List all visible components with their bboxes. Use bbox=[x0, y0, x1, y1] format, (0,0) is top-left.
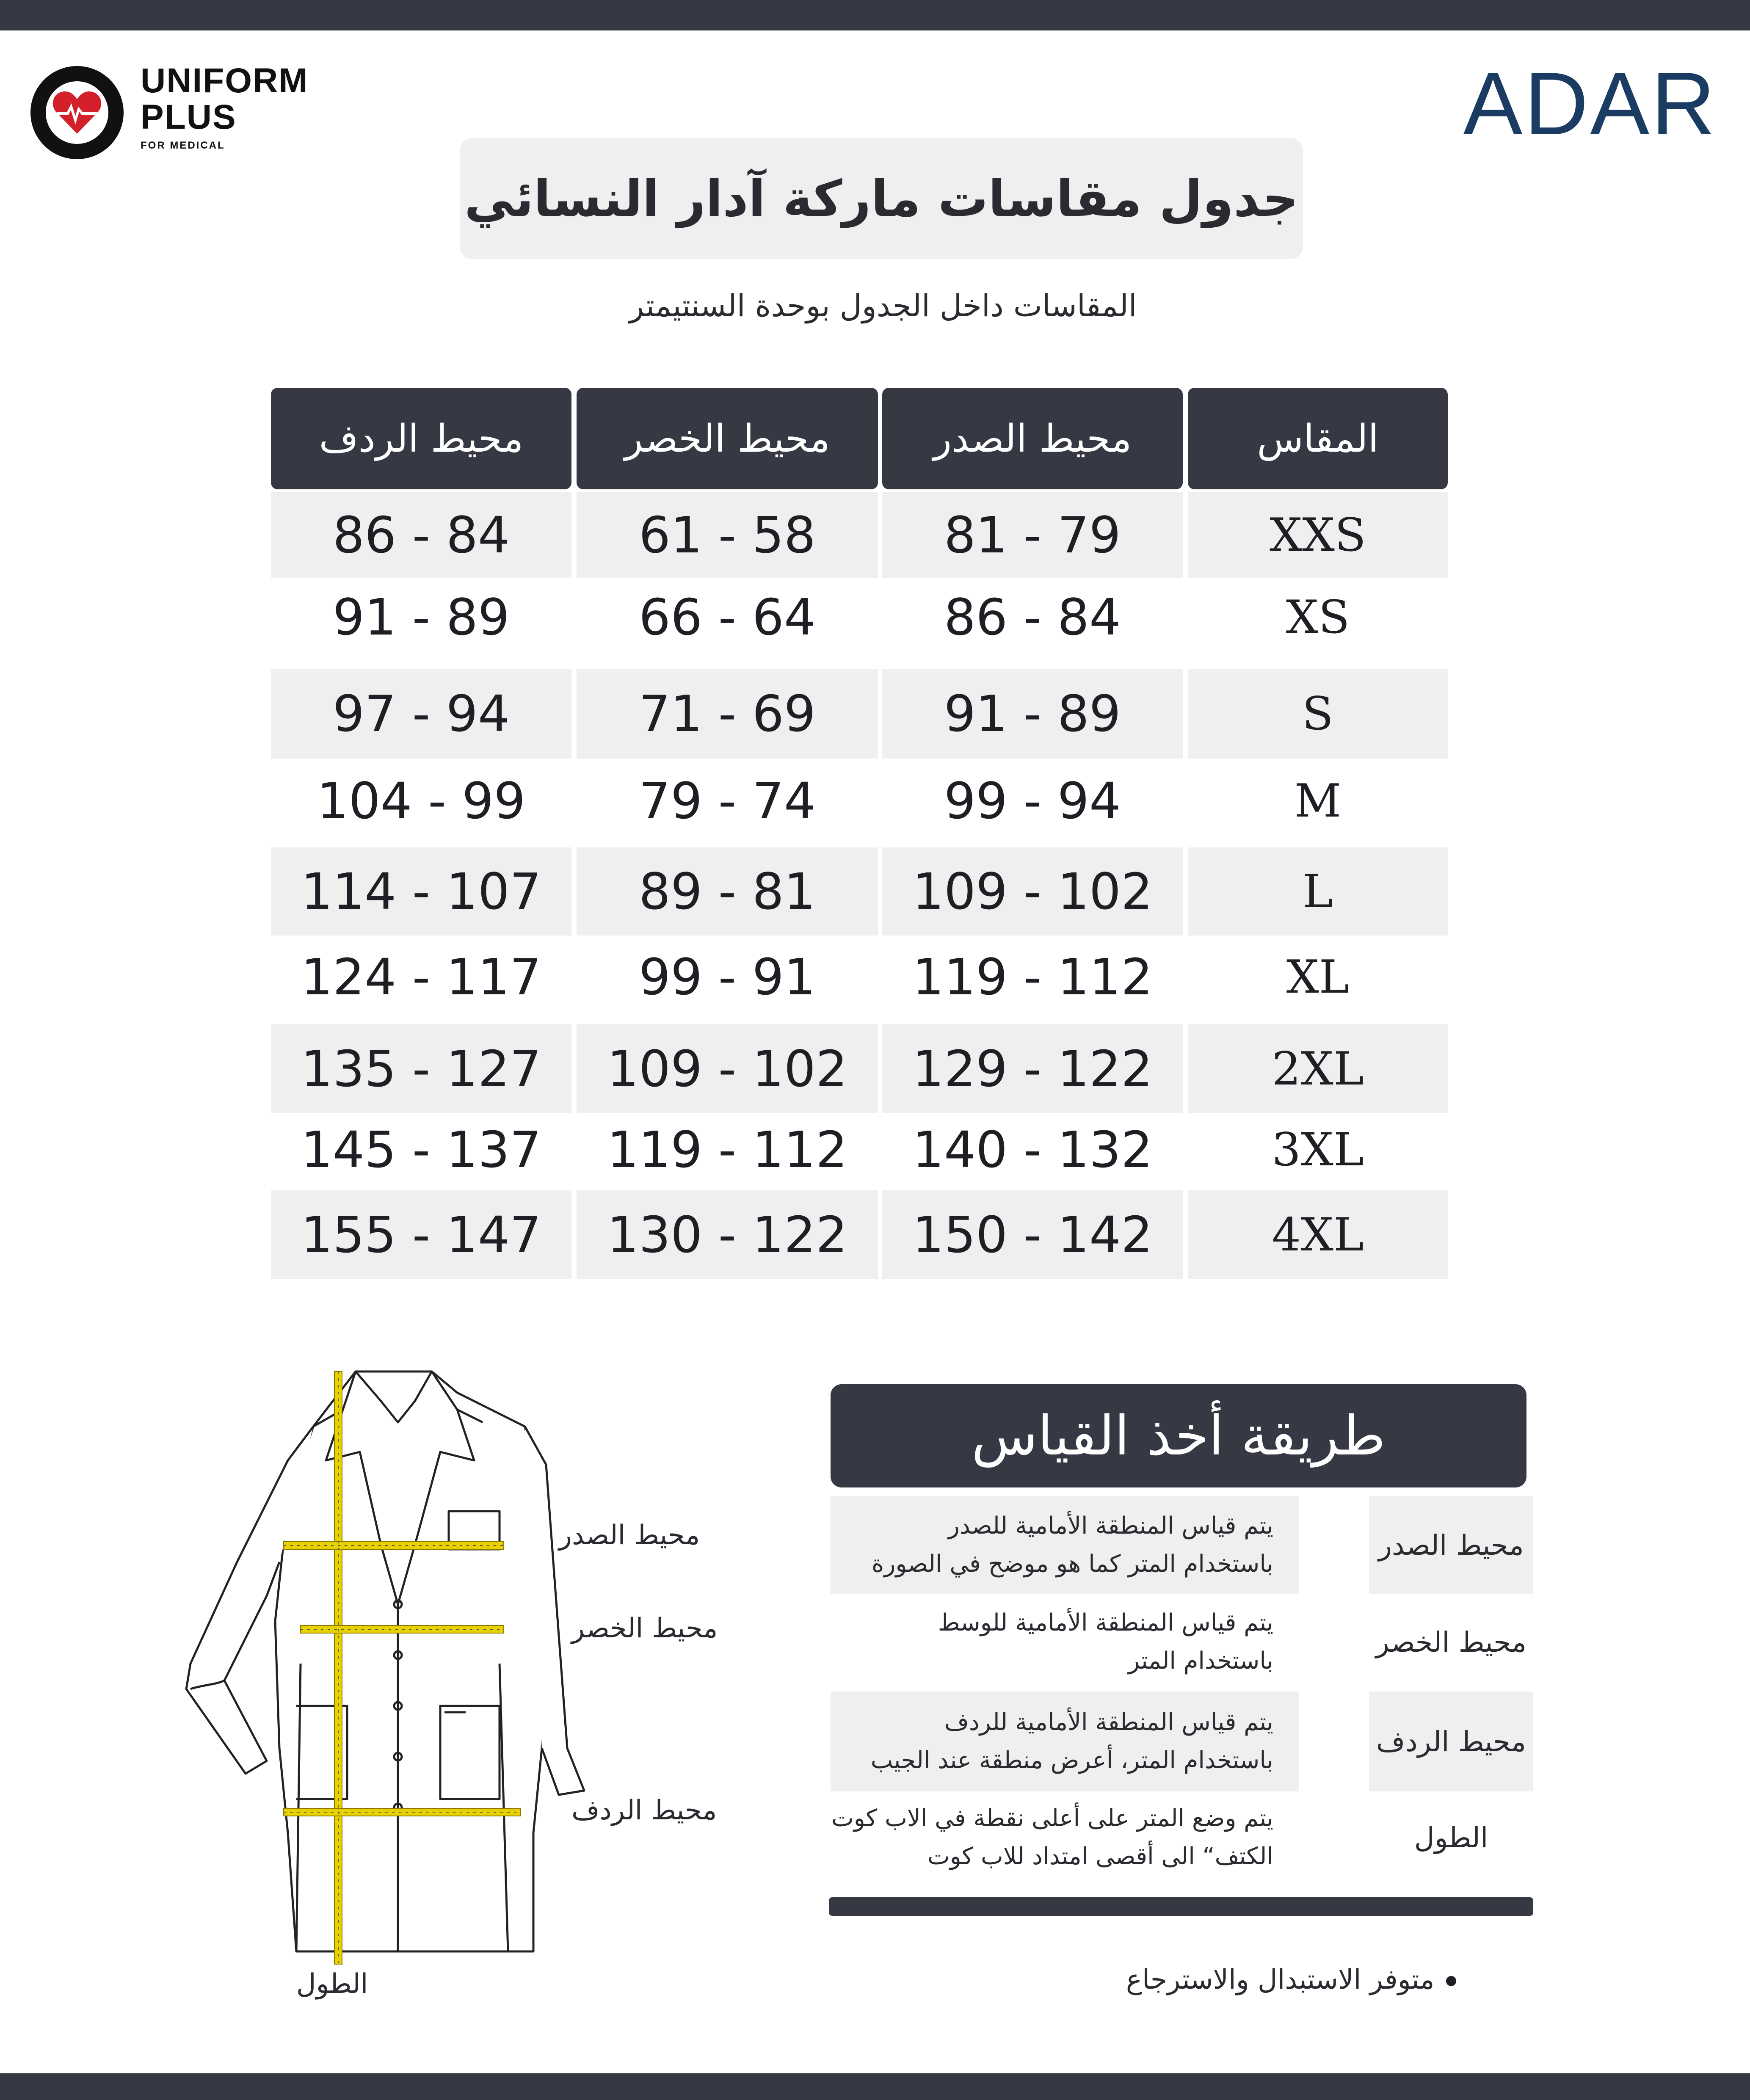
uniform-plus-logo bbox=[30, 63, 340, 164]
diagram-hip-label: محيط الردف bbox=[571, 1795, 717, 1826]
top-bar bbox=[0, 0, 1750, 30]
size-table-cell-waist: 64 - 66 bbox=[639, 588, 816, 646]
return-note bbox=[1126, 1964, 1456, 1995]
size-table-cell-size: XS bbox=[1286, 591, 1350, 644]
measure-description bbox=[831, 1597, 1299, 1687]
measure-row bbox=[831, 1692, 1533, 1791]
size-table-cell-size: XXS bbox=[1188, 492, 1448, 578]
measure-row bbox=[831, 1496, 1533, 1594]
coat-diagram bbox=[161, 1325, 770, 2000]
size-table-cell-size: 3XL bbox=[1272, 1123, 1364, 1176]
header-waist: محيط الخصر bbox=[577, 388, 878, 489]
measure-row bbox=[831, 1597, 1533, 1687]
measure-label: الطول bbox=[1414, 1821, 1488, 1854]
size-table-cell-chest: 122 - 129 bbox=[882, 1024, 1183, 1113]
diagram-waist-label: محيط الخصر bbox=[571, 1613, 718, 1644]
measure-row bbox=[831, 1791, 1533, 1884]
size-table-cell-chest: 132 - 140 bbox=[912, 1120, 1153, 1179]
size-table-cell-chest: 94 - 99 bbox=[944, 772, 1121, 830]
diagram-chest-label: محيط الصدر bbox=[559, 1520, 700, 1551]
size-table-cell-size: XL bbox=[1286, 950, 1350, 1004]
logo-line-3: FOR MEDICAL bbox=[141, 140, 225, 151]
size-table-cell-chest: 112 - 119 bbox=[912, 948, 1153, 1006]
size-table-cell-waist: 74 - 79 bbox=[639, 772, 816, 830]
bottom-bar bbox=[0, 2073, 1750, 2100]
size-table-cell-chest: 142 - 150 bbox=[882, 1190, 1183, 1279]
measure-description-line-1: يتم وضع المتر على أعلى نقطة في الاب كوت bbox=[831, 1805, 1273, 1832]
measure-description-line-1: يتم قياس المنطقة الأمامية للوسط bbox=[938, 1609, 1273, 1636]
size-table-cell-size: L bbox=[1188, 847, 1448, 935]
measure-label: محيط الخصر bbox=[1375, 1625, 1527, 1658]
measure-label: محيط الصدر bbox=[1369, 1496, 1533, 1594]
header-size: المقاس bbox=[1188, 388, 1448, 489]
size-table-cell-chest: 79 - 81 bbox=[882, 492, 1183, 578]
size-table-cell-waist: 91 - 99 bbox=[639, 948, 816, 1006]
size-table-cell-chest: 84 - 86 bbox=[944, 588, 1121, 646]
heart-logo-icon bbox=[30, 66, 124, 159]
size-table-cell-size: 2XL bbox=[1188, 1024, 1448, 1113]
size-table-cell-size: S bbox=[1188, 669, 1448, 759]
size-table-cell-hip: 84 - 86 bbox=[271, 492, 571, 578]
size-table-cell-waist: 102 - 109 bbox=[577, 1024, 878, 1113]
size-table-cell-size: M bbox=[1294, 774, 1341, 828]
size-table-cell-hip: 89 - 91 bbox=[333, 588, 510, 646]
bullet-icon bbox=[1446, 1976, 1456, 1986]
size-table-cell-hip: 99 - 104 bbox=[317, 772, 526, 830]
header-chest: محيط الصدر bbox=[882, 388, 1183, 489]
brand-name: ADAR bbox=[1463, 54, 1717, 153]
measure-description-line-2: باستخدام المتر، أعرض منطقة عند الجيب bbox=[870, 1747, 1273, 1774]
size-table-cell-hip: 107 - 114 bbox=[271, 847, 571, 935]
size-table-cell-hip: 94 - 97 bbox=[271, 669, 571, 759]
size-table-cell-waist: 122 - 130 bbox=[577, 1190, 878, 1279]
size-table-cell-hip: 147 - 155 bbox=[271, 1190, 571, 1279]
logo-line-1: UNIFORM bbox=[141, 61, 309, 100]
size-table-cell-chest: 102 - 109 bbox=[882, 847, 1183, 935]
page-title: جدول مقاسات ماركة آدار النسائي bbox=[464, 169, 1299, 228]
diagram-length-label: الطول bbox=[296, 1968, 368, 2000]
lab-coat-illustration bbox=[161, 1325, 770, 1968]
measure-description-line-1: يتم قياس المنطقة الأمامية للصدر bbox=[948, 1512, 1273, 1540]
size-table-cell-hip: 117 - 124 bbox=[301, 948, 542, 1006]
title-box bbox=[460, 138, 1303, 259]
measure-description bbox=[831, 1791, 1299, 1884]
header-hip: محيط الردف bbox=[271, 388, 571, 489]
size-table-cell-waist: 81 - 89 bbox=[577, 847, 878, 935]
size-table-cell-waist: 69 - 71 bbox=[577, 669, 878, 759]
measure-description-line-2: الكتف“ الى أقصى امتداد للاب كوت bbox=[927, 1843, 1273, 1870]
size-table-cell-hip: 127 - 135 bbox=[271, 1024, 571, 1113]
how-to-measure-bottom-bar bbox=[829, 1897, 1533, 1916]
size-table-cell-chest: 89 - 91 bbox=[882, 669, 1183, 759]
size-table-cell-waist: 112 - 119 bbox=[607, 1120, 848, 1179]
measure-description-line-1: يتم قياس المنطقة الأمامية للردف bbox=[944, 1708, 1273, 1736]
how-to-measure-title: طريقة أخذ القياس bbox=[831, 1384, 1526, 1487]
measure-description bbox=[831, 1692, 1299, 1791]
measure-description bbox=[831, 1496, 1299, 1594]
measure-label: محيط الردف bbox=[1369, 1692, 1533, 1791]
logo-line-2: PLUS bbox=[141, 98, 237, 136]
size-table-cell-waist: 58 - 61 bbox=[577, 492, 878, 578]
size-table-cell-hip: 137 - 145 bbox=[301, 1120, 542, 1179]
measure-description-line-2: باستخدام المتر كما هو موضح في الصورة bbox=[872, 1550, 1273, 1578]
measure-description-line-2: باستخدام المتر bbox=[1128, 1647, 1273, 1675]
subtitle: المقاسات داخل الجدول بوحدة السنتيمتر bbox=[629, 288, 1137, 323]
return-note-text: متوفر الاستبدال والاسترجاع bbox=[1126, 1964, 1435, 1995]
size-table-cell-size: 4XL bbox=[1188, 1190, 1448, 1279]
